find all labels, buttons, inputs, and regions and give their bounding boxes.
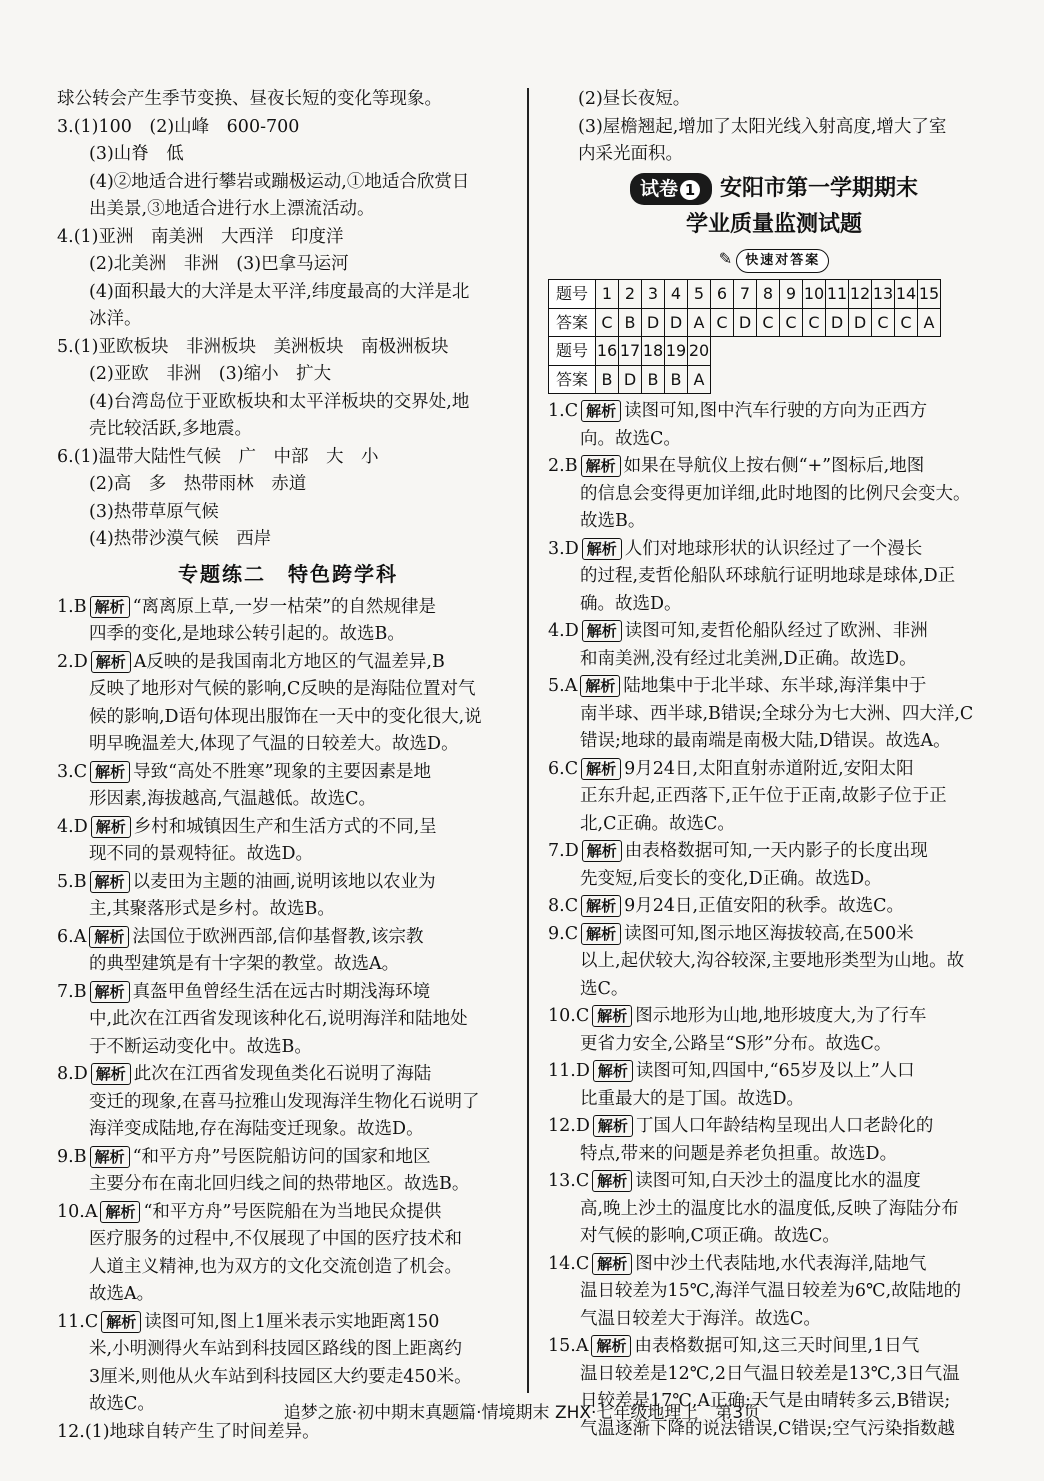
table-cell: C	[596, 308, 619, 337]
answer-text: 海洋变成陆地,存在海陆变迁现象。故选D。	[89, 1119, 424, 1139]
text-line: (4)热带沙漠气候 西岸	[89, 529, 272, 549]
answer-line	[548, 866, 1000, 894]
answer-line	[57, 841, 519, 869]
answer-text: 由表格数据可知,这三天时间里,1日气	[634, 1336, 920, 1356]
analysis-tag: 解析	[591, 1335, 631, 1357]
answer-line	[57, 1116, 519, 1144]
analysis-tag: 解析	[580, 675, 620, 697]
analysis-tag: 解析	[91, 651, 131, 673]
answer-line	[548, 948, 1000, 976]
answer-line	[548, 673, 1000, 701]
text-line: (2)高 多 热带雨林 赤道	[89, 474, 307, 494]
left-column	[57, 86, 519, 1446]
answer-text: 气温逐渐下降的说法错误,C错误;空气污染指数越	[580, 1418, 955, 1439]
analysis-tag: 解析	[581, 400, 621, 422]
answer-line	[57, 979, 519, 1007]
table-cell: 15	[918, 280, 941, 309]
table-cell: 7	[734, 280, 757, 309]
table-cell: C	[895, 308, 918, 337]
answer-text: 故选A。	[89, 1284, 155, 1304]
text-line: (4)②地适合进行攀岩或蹦极运动,①地适合欣赏日	[89, 171, 470, 192]
analysis-tag: 解析	[581, 758, 621, 780]
table-cell: D	[665, 308, 688, 337]
analysis-tag: 解析	[592, 1253, 632, 1275]
text-line: (4)面积最大的大洋是太平洋,纬度最高的大洋是北	[89, 281, 470, 302]
quick-answer-label: 快速对答案	[736, 249, 829, 273]
answer-text: 现不同的景观特征。故选D。	[89, 844, 314, 864]
answer-line	[57, 594, 519, 622]
answer-line	[548, 1141, 1000, 1169]
answer-text: 读图可知,图上1厘米表示实地距离150	[144, 1311, 440, 1332]
analysis-tag: 解析	[581, 923, 621, 945]
answer-line	[548, 1306, 1000, 1334]
table-cell: B	[665, 365, 688, 394]
answer-text: 比重最大的是丁国。故选D。	[580, 1088, 805, 1109]
exam-number: 1	[680, 180, 700, 200]
text-line: 4.(1)亚洲 南美洲 大西洋 印度洋	[57, 226, 344, 247]
answer-text: 由表格数据可知,一天内影子的长度出现	[624, 841, 928, 861]
answer-number: 11.C	[57, 1311, 99, 1332]
pen-icon: ✎	[718, 248, 733, 268]
answer-line	[548, 1196, 1000, 1224]
answer-text: 读图可知,白天沙土的温度比水的温度	[635, 1171, 921, 1191]
right-answer-list	[548, 398, 1000, 1443]
answer-number: 4.D	[548, 621, 579, 641]
answer-line	[548, 701, 1000, 729]
answer-line	[548, 1031, 1000, 1059]
answer-text: “和平方舟”号医院船访问的国家和地区	[132, 1146, 431, 1167]
answer-text: 特点,带来的问题是养老负担重。故选D。	[580, 1143, 898, 1164]
analysis-tag: 解析	[90, 981, 130, 1003]
answer-number: 3.D	[548, 538, 579, 559]
exam-title-line-2: 学业质量监测试题	[685, 211, 862, 237]
table-header-cell: 题号	[549, 280, 596, 309]
answer-text: 图中沙土代表陆地,水代表海洋,陆地气	[635, 1253, 927, 1274]
answer-number: 1.B	[57, 596, 87, 617]
table-row	[549, 337, 941, 366]
answer-line	[548, 426, 1000, 454]
table-cell: A	[688, 308, 711, 337]
quick-answer-banner	[548, 245, 1000, 274]
analysis-tag: 解析	[100, 1201, 140, 1223]
table-cell: 8	[757, 280, 780, 309]
analysis-tag: 解析	[91, 816, 131, 838]
text-line: 5.(1)亚欧板块 非洲板块 美洲板块 南极洲板块	[57, 336, 449, 357]
answer-text: 四季的变化,是地球公转引起的。故选B。	[89, 624, 405, 644]
analysis-tag: 解析	[592, 1170, 632, 1192]
table-cell: 17	[619, 337, 642, 366]
answer-line	[548, 921, 1000, 949]
text-line: (2)昼长夜短。	[578, 89, 691, 109]
answer-line	[57, 731, 519, 759]
answer-number: 6.A	[57, 926, 87, 947]
answer-text: A反映的是我国南北方地区的气温差异,B	[133, 651, 445, 672]
table-cell: 13	[872, 280, 895, 309]
table-cell: 19	[665, 337, 688, 366]
left-answer-list	[57, 594, 519, 1419]
table-cell: C	[711, 308, 734, 337]
answer-line	[548, 976, 1000, 1004]
answer-line	[548, 618, 1000, 646]
answer-text: 读图可知,图中汽车行驶的方向为正西方	[624, 401, 928, 421]
answer-number: 11.D	[548, 1061, 590, 1081]
answer-text: 候的影响,D语句体现出服饰在一天中的变化很大,说	[89, 706, 482, 727]
answer-text: 的信息会变得更加详细,此时地图的比例尺会变大。	[580, 483, 971, 504]
answer-line	[548, 398, 1000, 426]
answer-line	[548, 453, 1000, 481]
page-footer: 追梦之旅·初中期末真题篇·情境期末 ZHX·七年级地理上 第3页	[283, 1403, 761, 1423]
answer-line	[57, 1281, 519, 1309]
answer-line	[548, 591, 1000, 619]
analysis-tag: 解析	[90, 1146, 130, 1168]
answer-text: 以麦田为主题的油画,说明该地以农业为	[132, 871, 436, 892]
answer-line	[548, 893, 1000, 921]
table-cell: B	[619, 308, 642, 337]
table-cell: 18	[642, 337, 665, 366]
answer-line	[57, 1199, 519, 1227]
answer-line	[548, 1168, 1000, 1196]
answer-text: 米,小明测得火车站到科技园区路线的图上距离约	[89, 1339, 463, 1359]
answer-text: 真盔甲鱼曾经生活在远古时期浅海环境	[132, 981, 431, 1002]
answer-line	[548, 783, 1000, 811]
answer-number: 5.A	[548, 676, 578, 696]
answer-line	[57, 1144, 519, 1172]
table-cell: 10	[803, 280, 826, 309]
column-divider	[527, 88, 529, 1393]
answer-line	[548, 481, 1000, 509]
answer-text: 南半球、西半球,B错误;全球分为七大洲、四大洋,C	[580, 703, 974, 724]
answer-text: 温日较差为15℃,海洋气温日较差为6℃,故陆地的	[580, 1281, 962, 1301]
answer-text: 3厘米,则他从火车站到科技园区大约要走450米。	[89, 1366, 472, 1387]
answer-line	[57, 786, 519, 814]
answer-text: 确。故选D。	[580, 593, 682, 614]
answer-text: 主,其聚落形式是乡村。故选B。	[89, 899, 335, 919]
answer-number: 3.C	[57, 761, 88, 782]
analysis-tag: 解析	[582, 840, 622, 862]
answer-line	[548, 563, 1000, 591]
table-cell: C	[803, 308, 826, 337]
answer-text: 读图可知,四国中,“65岁及以上”人口	[635, 1061, 915, 1081]
answer-line	[548, 838, 1000, 866]
text-line: 出美景,③地适合进行水上漂流活动。	[89, 199, 375, 219]
answer-text: 明早晚温差大,体现了气温的日较差大。故选D。	[89, 734, 459, 754]
analysis-tag: 解析	[90, 761, 130, 783]
table-cell: D	[642, 308, 665, 337]
text-line: (4)台湾岛位于亚欧板块和太平洋板块的交界处,地	[89, 391, 470, 412]
answer-text: 主要分布在南北回归线之间的热带地区。故选B。	[89, 1174, 470, 1194]
answer-line	[548, 536, 1000, 564]
answer-text: 乡村和城镇因生产和生活方式的不同,呈	[133, 816, 437, 837]
answer-number: 6.C	[548, 758, 579, 779]
answer-line	[57, 1309, 519, 1337]
answer-line	[548, 1223, 1000, 1251]
answer-text: 温日较差是12℃,2日气温日较差是13℃,3日气温	[580, 1363, 960, 1384]
answer-text: 导致“高处不胜寒”现象的主要因素是地	[133, 761, 432, 782]
answer-number: 9.B	[57, 1146, 87, 1167]
table-row	[549, 308, 941, 337]
table-cell: D	[734, 308, 757, 337]
answer-line	[548, 1333, 1000, 1361]
section-title: 专题练二 特色跨学科	[178, 561, 398, 586]
answer-line	[548, 646, 1000, 674]
answer-line	[548, 728, 1000, 756]
text-line: (3)山脊 低	[89, 144, 184, 164]
exam-title	[548, 173, 1000, 205]
answer-text: 形因素,海拔越高,气温越低。故选C。	[89, 789, 377, 809]
answer-line	[57, 814, 519, 842]
text-line: 3.(1)100 (2)山峰 600-700	[57, 116, 300, 137]
answer-text: 丁国人口年龄结构呈现出人口老龄化的	[635, 1116, 934, 1136]
answer-line	[57, 621, 519, 649]
answer-number: 9.C	[548, 923, 579, 944]
answer-text: 向。故选C。	[580, 428, 681, 449]
answer-text: 于不断运动变化中。故选B。	[89, 1036, 312, 1057]
answer-text: “和平方舟”号医院船在为当地民众提供	[143, 1201, 442, 1222]
exam-title-line-1: 安阳市第一学期期末	[720, 175, 919, 201]
answer-text: 变迁的现象,在喜马拉雅山发现海洋生物化石说明了	[89, 1091, 480, 1112]
analysis-tag: 解析	[593, 1115, 633, 1137]
answer-line	[57, 704, 519, 732]
analysis-tag: 解析	[581, 455, 621, 477]
answer-line	[548, 1251, 1000, 1279]
answer-text: 人们对地球形状的认识经过了一个漫长	[624, 538, 923, 559]
text-line: 内采光面积。	[578, 144, 683, 164]
table-row	[549, 365, 941, 394]
answer-text: 日较差是17℃,A正确;天气是由晴转多云,B错误;	[580, 1391, 951, 1411]
answer-number: 15.A	[548, 1336, 589, 1356]
table-cell: 5	[688, 280, 711, 309]
analysis-tag: 解析	[592, 1005, 632, 1027]
answer-text: “离离原上草,一岁一枯荣”的自然规律是	[132, 596, 437, 617]
table-cell: 3	[642, 280, 665, 309]
table-header-cell: 题号	[549, 337, 596, 366]
answer-line	[57, 1254, 519, 1282]
table-cell: 20	[688, 337, 711, 366]
answer-line	[548, 508, 1000, 536]
answer-text: 和南美洲,没有经过北美洲,D正确。故选D。	[580, 648, 917, 669]
right-column	[548, 86, 1000, 1443]
answer-text: 医疗服务的过程中,不仅展现了中国的医疗技术和	[89, 1229, 463, 1249]
text-line: (2)北美洲 非洲 (3)巴拿马运河	[89, 254, 349, 274]
answer-line	[57, 759, 519, 787]
table-cell: C	[872, 308, 895, 337]
analysis-tag: 解析	[582, 620, 622, 642]
answer-text: 故选C。	[89, 1394, 155, 1414]
answer-line	[57, 1006, 519, 1034]
answer-text: 中,此次在江西省发现该种化石,说明海洋和陆地处	[89, 1009, 468, 1029]
answer-text: 9月24日,太阳直射赤道附近,安阳太阳	[624, 758, 914, 779]
table-cell: D	[826, 308, 849, 337]
answer-line	[57, 869, 519, 897]
answer-line	[57, 1226, 519, 1254]
answer-line	[57, 1336, 519, 1364]
table-cell: 14	[895, 280, 918, 309]
analysis-tag: 解析	[89, 926, 129, 948]
answer-text: 错误;地球的最南端是南极大陆,D错误。故选A。	[580, 731, 951, 751]
table-cell: 12	[849, 280, 872, 309]
answer-text: 故选B。	[580, 511, 646, 531]
table-cell: 4	[665, 280, 688, 309]
answer-text: 北,C正确。故选C。	[580, 813, 735, 834]
table-cell: 6	[711, 280, 734, 309]
answer-text: 气温日较差大于海洋。故选C。	[580, 1308, 821, 1329]
table-header-cell: 答案	[549, 365, 596, 394]
table-cell: 11	[826, 280, 849, 309]
answer-text: 先变短,后变长的变化,D正确。故选D。	[580, 868, 882, 889]
text-line: 壳比较活跃,多地震。	[89, 419, 253, 439]
answer-number: 8.D	[57, 1064, 88, 1084]
table-cell: A	[918, 308, 941, 337]
answer-text: 9月24日,正值安阳的秋季。故选C。	[624, 896, 904, 916]
answer-line	[548, 1086, 1000, 1114]
answer-text: 的过程,麦哲伦船队环球航行证明地球是球体,D正	[580, 566, 956, 586]
analysis-tag: 解析	[581, 895, 621, 917]
analysis-tag: 解析	[91, 1063, 131, 1085]
answer-text: 以上,起伏较大,沟谷较深,主要地形类型为山地。故	[580, 951, 965, 971]
answer-table	[548, 279, 941, 394]
answer-number: 5.B	[57, 871, 87, 892]
text-line: 12.(1)地球自转产生了时间差异。	[57, 1421, 320, 1442]
answer-number: 7.D	[548, 841, 579, 861]
answer-line	[548, 1278, 1000, 1306]
answer-number: 2.B	[548, 456, 578, 476]
answer-number: 13.C	[548, 1171, 590, 1191]
answer-line	[57, 649, 519, 677]
text-line: (3)屋檐翘起,增加了太阳光线入射高度,增大了室	[578, 116, 947, 137]
answer-number: 2.D	[57, 651, 88, 672]
answer-text: 的典型建筑是有十字架的教堂。故选A。	[89, 954, 400, 974]
table-cell: A	[688, 365, 711, 394]
answer-number: 14.C	[548, 1253, 590, 1274]
table-cell: 9	[780, 280, 803, 309]
answer-text: 读图可知,麦哲伦船队经过了欧洲、非洲	[624, 621, 928, 641]
answer-text: 人道主义精神,也为双方的文化交流创造了机会。	[89, 1256, 463, 1277]
answer-number: 4.D	[57, 816, 88, 837]
answer-text: 正东升起,正西落下,正午位于正南,故影子位于正	[580, 786, 947, 806]
answer-text: 读图可知,图示地区海拔较高,在500米	[624, 923, 914, 944]
answer-text: 选C。	[580, 978, 629, 999]
answer-line	[548, 756, 1000, 784]
answer-line	[57, 951, 519, 979]
answer-line	[57, 676, 519, 704]
table-row	[549, 280, 941, 309]
answer-text: 法国位于欧洲西部,信仰基督教,该宗教	[132, 926, 424, 947]
answer-number: 7.B	[57, 981, 87, 1002]
answer-text: 更省力安全,公路呈“S形”分布。故选C。	[580, 1033, 892, 1054]
answer-line	[57, 924, 519, 952]
analysis-tag: 解析	[582, 538, 622, 560]
answer-number: 1.C	[548, 401, 579, 421]
answer-number: 10.A	[57, 1201, 98, 1222]
answer-text: 对气候的影响,C项正确。故选C。	[580, 1226, 840, 1246]
table-cell: C	[757, 308, 780, 337]
answer-line	[57, 1089, 519, 1117]
answer-line	[57, 1034, 519, 1062]
text-line: (2)亚欧 非洲 (3)缩小 扩大	[89, 364, 332, 384]
answer-line	[57, 896, 519, 924]
analysis-tag: 解析	[101, 1311, 141, 1333]
table-cell: D	[619, 365, 642, 394]
text-line: 6.(1)温带大陆性气候 广 中部 大 小	[57, 446, 379, 467]
table-cell: B	[596, 365, 619, 394]
analysis-tag: 解析	[593, 1060, 633, 1082]
table-cell: 16	[596, 337, 619, 366]
table-cell: B	[642, 365, 665, 394]
table-header-cell: 答案	[549, 308, 596, 337]
text-line: (3)热带草原气候	[89, 501, 219, 522]
answer-text: 如果在导航仪上按右侧“+”图标后,地图	[623, 456, 925, 476]
answer-line	[57, 1171, 519, 1199]
exam-badge: 试卷 1	[630, 173, 712, 205]
answer-line	[548, 1058, 1000, 1086]
answer-number: 12.D	[548, 1116, 590, 1136]
table-cell: 2	[619, 280, 642, 309]
answer-line	[57, 1061, 519, 1089]
answer-text: 此次在江西省发现鱼类化石说明了海陆	[133, 1064, 432, 1084]
analysis-tag: 解析	[90, 596, 130, 618]
table-cell: 1	[596, 280, 619, 309]
text-line: 冰洋。	[89, 309, 142, 329]
answer-line	[548, 1361, 1000, 1389]
answer-text: 图示地形为山地,地形坡度大,为了行车	[635, 1006, 927, 1026]
answer-text: 反映了地形对气候的影响,C反映的是海陆位置对气	[89, 679, 476, 699]
answer-line	[548, 811, 1000, 839]
analysis-tag: 解析	[90, 871, 130, 893]
table-cell: C	[780, 308, 803, 337]
answer-line	[548, 1003, 1000, 1031]
answer-number: 8.C	[548, 896, 579, 916]
answer-line	[57, 1364, 519, 1392]
text-line: 球公转会产生季节变换、昼夜长短的变化等现象。	[57, 89, 442, 109]
answer-text: 高,晚上沙土的温度比水的温度低,反映了海陆分布	[580, 1198, 959, 1219]
answer-number: 10.C	[548, 1006, 590, 1026]
table-cell: D	[849, 308, 872, 337]
answer-line	[548, 1113, 1000, 1141]
answer-text: 陆地集中于北半球、东半球,海洋集中于	[623, 676, 927, 696]
